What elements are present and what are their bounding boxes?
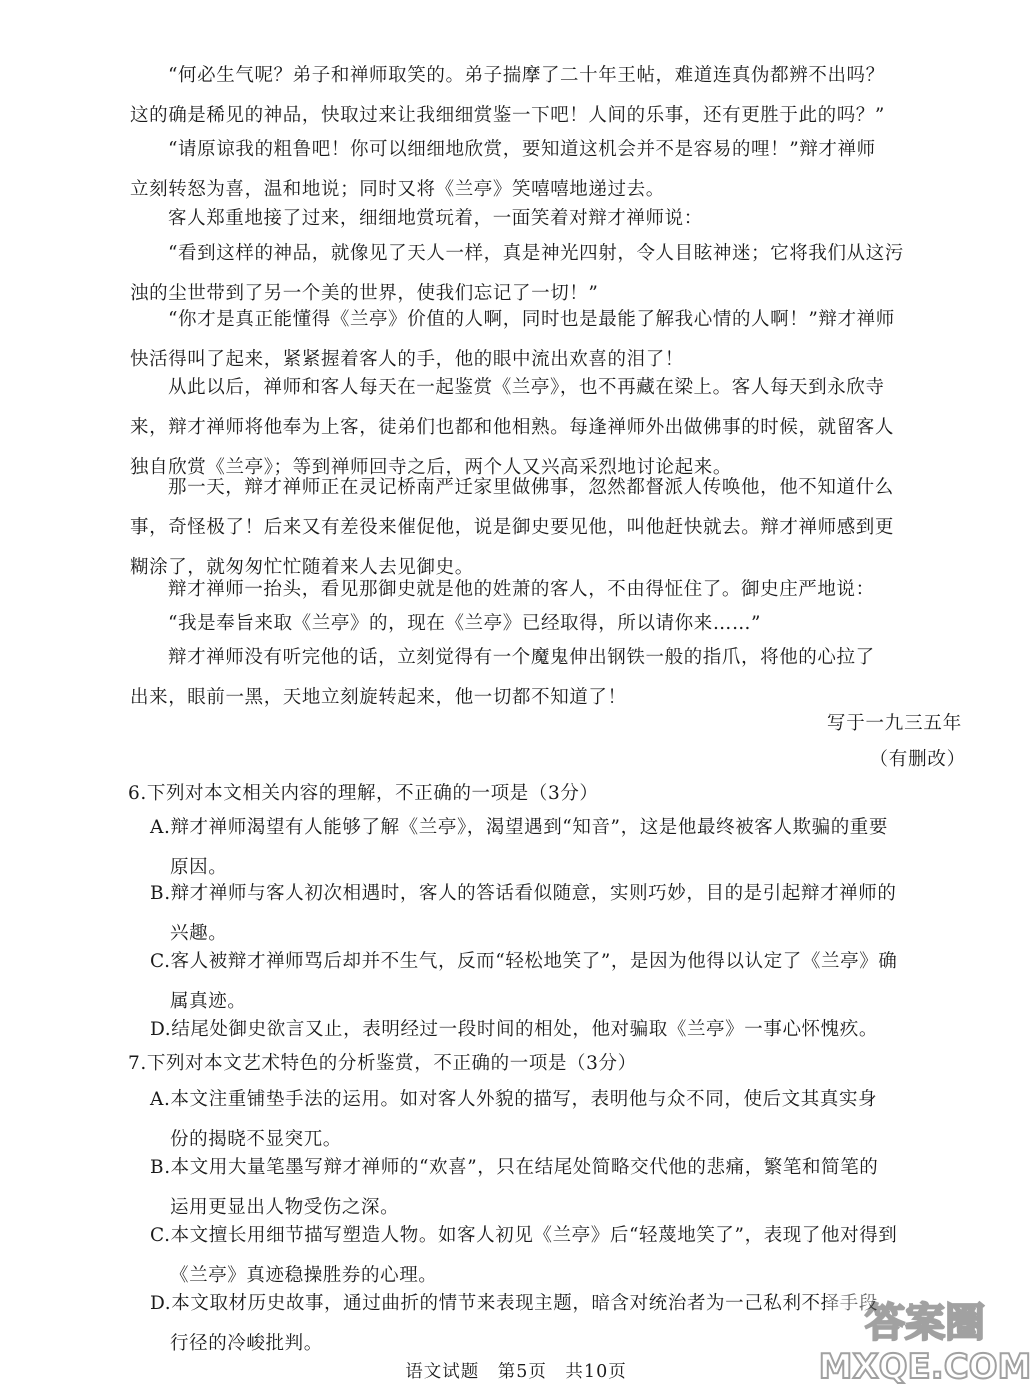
story-paragraph-3 [0,199,1032,239]
option-line: 运用更显出人物受伤之深。 [170,1197,400,1218]
option-line: 兴趣。 [170,923,228,944]
text-line: “你才是真正能懂得《兰亭》价值的人啊，同时也是最能了解我心情的人啊！”辩才禅师 [168,309,895,330]
text-line: “看到这样的神品，就像见了天人一样，真是神光四射，令人目眩神迷；它将我们从这污 [168,243,904,264]
text-line: 这的确是稀见的神品，快取过来让我细细赏鉴一下吧！人间的乐事，还有更胜于此的吗？” [130,105,885,126]
text-line: 独自欣赏《兰亭》；等到禅师回寺之后，两个人又兴高采烈地讨论起来。 [130,457,732,478]
story-paragraph-2 [0,130,1032,210]
text-line: 从此以后，禅师和客人每天在一起鉴赏《兰亭》，也不再藏在梁上。客人每天到永欣寺 [168,377,885,398]
text-line: “请原谅我的粗鲁吧！你可以细细地欣赏，要知道这机会并不是容易的哩！”辩才禅师 [168,139,876,160]
option-line: B.辩才禅师与客人初次相遇时，客人的答话看似随意，实则巧妙，目的是引起辩才禅师的 [150,883,897,904]
option-line: A.本文注重铺垫手法的运用。如对客人外貌的描写，表明他与众不同，使后文其真实身 [150,1089,878,1110]
option-line: D.本文取材历史故事，通过曲折的情节来表现主题，暗含对统治者为一己私利不择手段 [150,1293,878,1314]
text-line: “我是奉旨来取《兰亭》的，现在《兰亭》已经取得，所以请你来……” [168,613,762,634]
edited-note: （有删改） [869,749,966,770]
page-footer: 语文试题 第5页 共10页 [405,1362,627,1382]
option-line: A.辩才禅师渴望有人能够了解《兰亭》，渴望遇到“知音”，这是他最终被客人欺骗的重要 [150,817,889,838]
option-line: B.本文用大量笔墨写辩才禅师的“欢喜”，只在结尾处简略交代他的悲痛，繁笔和简笔的 [150,1157,879,1178]
watermark-text-cn: 答案圈 [865,1300,985,1346]
text-line: 辩才禅师一抬头，看见那御史就是他的姓萧的客人，不由得怔住了。御史庄严地说： [168,579,875,600]
written-date: 写于一九三五年 [826,713,962,734]
text-line: 来，辩才禅师将他奉为上客，徒弟们也都和他相熟。每逢禅师外出做佛事的时候，就留客人 [130,417,895,438]
question-6-title: 6.下列对本文相关内容的理解，不正确的一项是（3分） [128,783,599,804]
text-line: 出来，眼前一黑，天地立刻旋转起来，他一切都不知道了！ [130,687,627,708]
story-paragraph-1 [0,56,1032,136]
option-line: C.客人被辩才禅师骂后却并不生气，反而“轻松地笑了”，是因为他得以认定了《兰亭》确 [150,951,898,972]
text-line: 辩才禅师没有听完他的话，立刻觉得有一个魔鬼伸出钢铁一般的指爪，将他的心拉了 [168,647,875,668]
question-7-title: 7.下列对本文艺术特色的分析鉴赏，不正确的一项是（3分） [128,1053,637,1074]
watermark-logo [818,1290,1032,1387]
option-line: 《兰亭》真迹稳操胜券的心理。 [170,1265,438,1286]
text-line: 立刻转怒为喜，温和地说；同时又将《兰亭》笑嘻嘻地递过去。 [130,179,665,200]
option-line: 原因。 [170,857,228,878]
text-line: 糊涂了，就匆匆忙忙随着来人去见御史。 [130,557,474,578]
watermark-text-en: MXQE.COM [818,1347,1032,1387]
option-line: 行径的冷峻批判。 [170,1333,323,1354]
option-line: C.本文擅长用细节描写塑造人物。如客人初见《兰亭》后“轻蔑地笑了”，表现了他对得到 [150,1225,898,1246]
option-line: 属真迹。 [170,991,247,1012]
option-line: D.结尾处御史欲言又止，表明经过一段时间的相处，他对骗取《兰亭》一事心怀愧疚。 [150,1019,878,1040]
text-line: 快活得叫了起来，紧紧握着客人的手，他的眼中流出欢喜的泪了！ [130,349,684,370]
text-line: 那一天，辩才禅师正在灵记桥南严迁家里做佛事，忽然都督派人传唤他，他不知道什么 [168,477,894,498]
text-line: 事，奇怪极了！后来又有差役来催促他，说是御史要见他，叫他赶快就去。辩才禅师感到更 [130,517,895,538]
text-line: 客人郑重地接了过来，细细地赏玩着，一面笑着对辩才禅师说： [168,208,703,229]
text-line: “何必生气呢？弟子和禅师取笑的。弟子揣摩了二十年王帖，难道连真伪都辨不出吗？ [168,65,885,86]
text-line: 浊的尘世带到了另一个美的世界，使我们忘记了一切！” [130,283,599,304]
option-line: 份的揭晓不显突兀。 [170,1129,342,1150]
